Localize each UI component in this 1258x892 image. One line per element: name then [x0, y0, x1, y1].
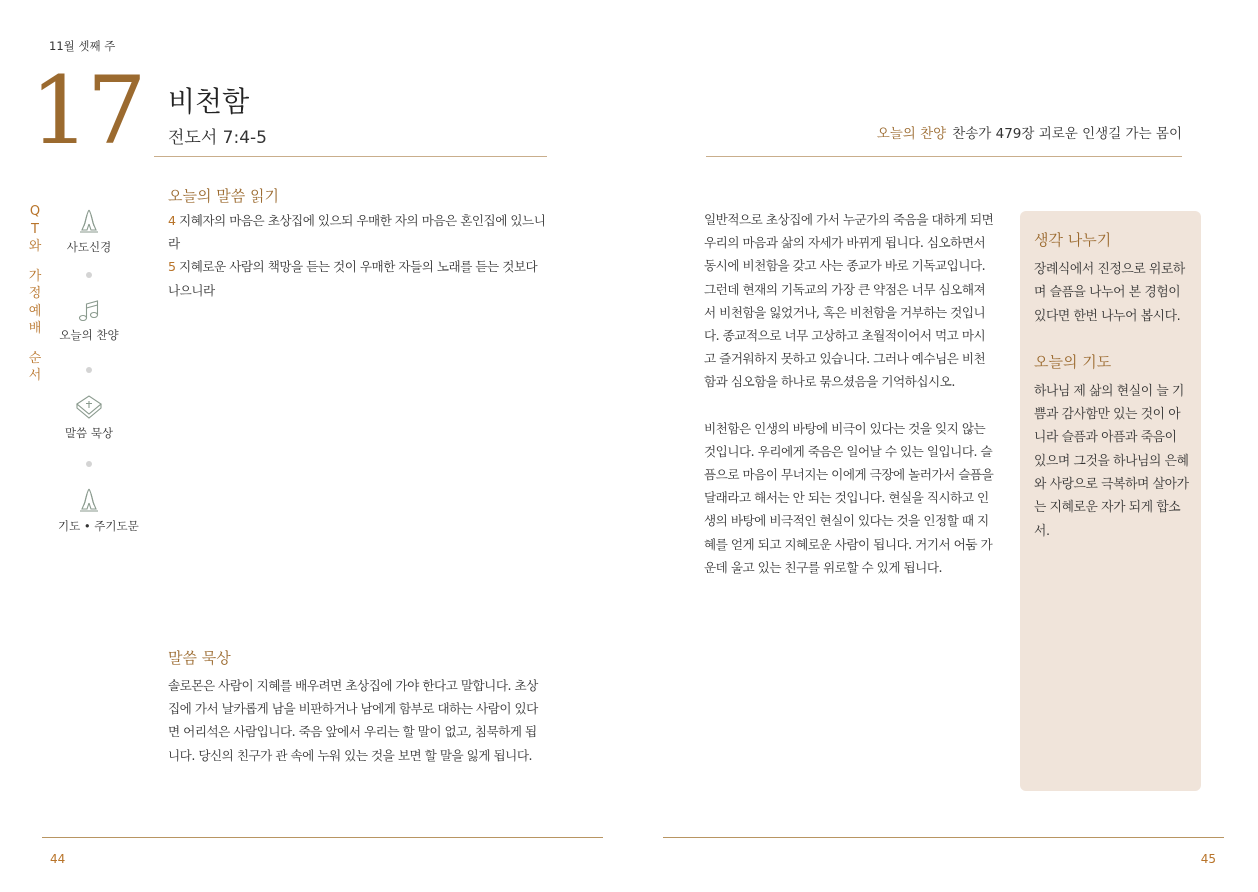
- step-separator-dot: [86, 461, 92, 467]
- reading-verses: [168, 209, 548, 302]
- discussion-prayer-box: [1020, 211, 1201, 791]
- vertical-line: 가정예배: [28, 268, 42, 336]
- vertical-line: 순서: [28, 350, 42, 383]
- divider: [154, 156, 547, 157]
- verse-number: 4: [168, 213, 176, 228]
- verse-number: 5: [168, 259, 176, 275]
- meditation-paragraph: 일반적으로 초상집에 가서 누군가의 죽음을 대하게 되면 우리의 마음과 삶의 자세가 바뀌게 됩니다. 심오하면서 동시에 비천함을 갖고 사는 종교가 바로 기독교입니다. 그런데 현재의 기독교의 가장 큰 약점은 너무 심오해져서 비천함을 잃었거나, 혹은 비천함을 거부하는 것입니다. 종교적으로 너무 고상하고 초월적이어서 먹고 마시고 즐거워하지 못하고 있습니다. 그러나 예수님은 비천함과 심오함을 하나로 묶으셨음을 기억하십시오.: [704, 212, 994, 390]
- page-number-left: 44: [50, 852, 66, 866]
- music-note-icon: [74, 298, 104, 324]
- hymn-label: 오늘의 찬양: [876, 126, 947, 142]
- verse: [168, 255, 548, 301]
- step-todays-hymn: [58, 298, 120, 343]
- step-separator-dot: [86, 272, 92, 278]
- praying-hands-icon: [74, 206, 104, 236]
- step-label: 오늘의 찬양: [59, 328, 119, 342]
- meditation-paragraph: 솔로몬은 사람이 지혜를 배우려면 초상집에 가야 한다고 말합니다. 초상집에 가서 날카롭게 남을 비판하거나 남에게 함부로 대하는 사람이 있다면 어리석은 사람입니다. 죽음 앞에서 우리는 할 말이 없고, 침묵하게 됩니다. 당신의 친구가 관 속에 누워 있는 것을 보면 할 말을 잃게 됩니다.: [168, 678, 538, 763]
- meditation-heading: 말씀 묵상: [168, 649, 231, 667]
- day-number: 17: [30, 57, 144, 166]
- bible-book-icon: [73, 392, 105, 422]
- verse-text: 지혜로운 사람의 책망을 듣는 것이 우매한 자들의 노래를 듣는 것보다 나으니라: [168, 259, 538, 298]
- footer-divider: [663, 837, 1224, 838]
- step-word-meditation: [58, 392, 120, 441]
- qt-order-vertical-label: [27, 203, 43, 385]
- verse-text: 지혜자의 마음은 초상집에 있으되 우매한 자의 마음은 혼인집에 있느니라: [168, 213, 546, 252]
- hymn-text: 찬송가 479장 괴로운 인생길 가는 몸이: [952, 126, 1182, 142]
- step-label: 기도 • 주기도문: [58, 519, 139, 533]
- praying-hands-icon: [74, 485, 104, 515]
- divider: [706, 156, 1182, 157]
- reading-heading: 오늘의 말씀 읽기: [168, 187, 279, 205]
- todays-hymn: [877, 122, 1182, 142]
- meditation-continued: [704, 208, 996, 602]
- step-separator-dot: [86, 367, 92, 373]
- footer-divider: [42, 837, 603, 838]
- prayer-text: 하나님 제 삶의 현실이 늘 기쁨과 감사함만 있는 것이 아니라 슬픔과 아픔과 죽음이 있으며 그것을 하나님의 은혜와 사랑으로 극복하며 살아가는 지혜로운 자가 되게 합소서.: [1034, 383, 1189, 539]
- share-heading: 생각 나누기: [1034, 231, 1112, 249]
- step-label: 사도신경: [66, 240, 112, 254]
- prayer-heading: 오늘의 기도: [1034, 352, 1112, 371]
- step-prayer: [58, 485, 139, 534]
- share-text: 장례식에서 진정으로 위로하며 슬픔을 나누어 본 경험이 있다면 한번 나누어 봅시다.: [1034, 262, 1185, 324]
- vertical-line: QT와: [28, 204, 42, 254]
- week-label: 11월 셋째 주: [49, 39, 116, 53]
- verse: [168, 209, 548, 255]
- step-apostles-creed: [58, 206, 120, 255]
- page-title: 비천함: [168, 85, 250, 118]
- page-number-right: 45: [1200, 852, 1216, 866]
- step-label: 말씀 묵상: [64, 426, 114, 440]
- meditation-paragraph: 비천함은 인생의 바탕에 비극이 있다는 것을 잊지 않는 것입니다. 우리에게 죽음은 일어날 수 있는 일입니다. 슬픔으로 마음이 무너지는 이에게 극장에 놀러가서 슬픔을 달래라고 해서는 안 되는 것입니다. 현실을 직시하고 인생의 바탕에 비극적인 현실이 있다는 것을 인정할 때 지혜를 얻게 되고 지혜로운 사람이 됩니다. 거기서 어둠 가운데 울고 있는 친구를 위로할 수 있게 됩니다.: [704, 420, 994, 575]
- scripture-passage: 전도서 7:4-5: [168, 128, 267, 148]
